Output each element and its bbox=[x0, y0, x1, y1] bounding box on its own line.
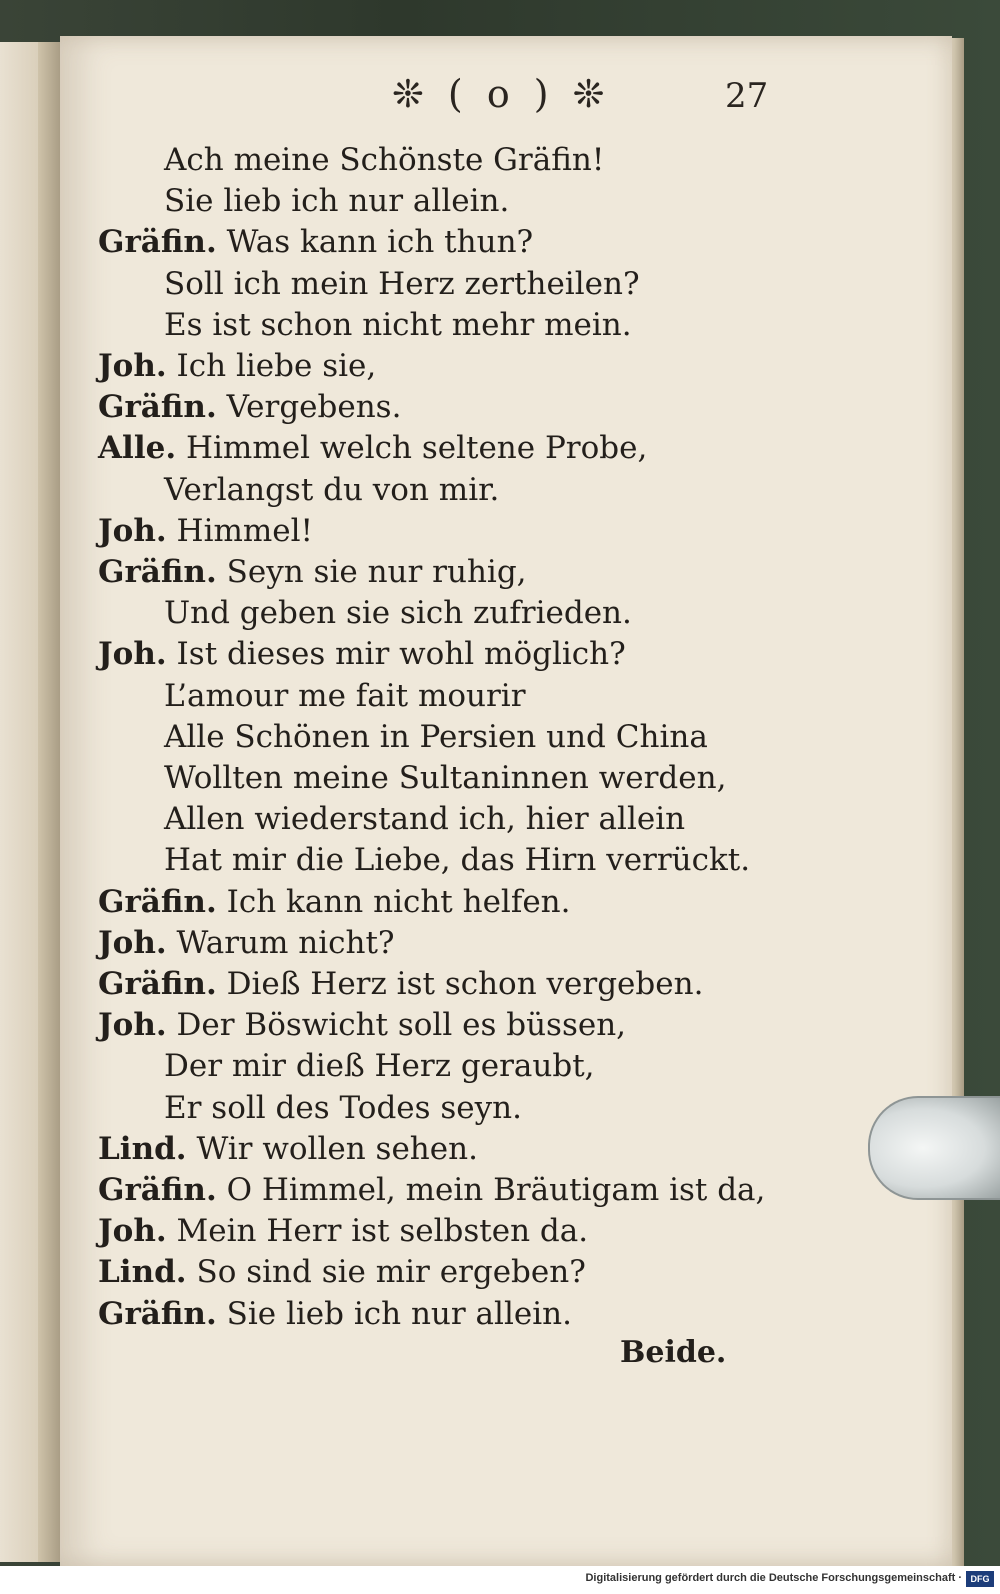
dialogue-line: Er soll des Todes seyn. bbox=[164, 1089, 522, 1126]
dialogue-line: O Himmel, mein Bräutigam ist da, bbox=[226, 1172, 766, 1208]
dialogue-line: Der Böswicht soll es büssen, bbox=[176, 1007, 627, 1044]
dialogue-line: Ach meine Schönste Gräfin! bbox=[164, 142, 605, 178]
speaker-name: Gräfin. bbox=[98, 224, 217, 261]
dialogue-line: Soll ich mein Herz zertheilen? bbox=[164, 265, 640, 302]
dialogue-line: Der mir dieß Herz geraubt, bbox=[164, 1048, 595, 1085]
text-line bbox=[98, 387, 401, 427]
text-line bbox=[98, 1129, 478, 1169]
text-line bbox=[164, 840, 750, 880]
dialogue-line: Ich kann nicht helfen. bbox=[226, 883, 571, 920]
dialogue-line: Seyn sie nur ruhig, bbox=[226, 554, 527, 590]
speaker-name: Gräfin. bbox=[98, 966, 217, 1002]
dialogue-line: Himmel! bbox=[176, 512, 314, 549]
dialogue-line: L’amour me fait mourir bbox=[164, 677, 526, 714]
dialogue-line: Dieß Herz ist schon vergeben. bbox=[226, 966, 704, 1002]
text-line bbox=[98, 346, 376, 386]
page-number: 27 bbox=[725, 76, 769, 116]
dialogue-line: Alle Schönen in Persien und China bbox=[164, 718, 708, 755]
speaker-name: Gräfin. bbox=[98, 389, 217, 426]
text-line bbox=[98, 428, 647, 468]
dialogue-line: Himmel welch seltene Probe, bbox=[185, 430, 648, 467]
catchword: Beide. bbox=[620, 1335, 727, 1370]
text-line bbox=[98, 964, 703, 1004]
text-line bbox=[98, 511, 313, 551]
dialogue-line: So sind sie mir ergeben? bbox=[196, 1254, 586, 1291]
text-line bbox=[98, 222, 533, 262]
text-line bbox=[98, 1252, 586, 1292]
dialogue-line: Warum nicht? bbox=[176, 924, 395, 961]
header-ornament: ❊ ( o ) ❊ bbox=[392, 72, 611, 116]
dialogue-line: Was kann ich thun? bbox=[226, 224, 534, 261]
text-line bbox=[98, 552, 527, 592]
text-line bbox=[98, 1005, 626, 1045]
speaker-name: Joh. bbox=[98, 348, 167, 384]
speaker-name: Lind. bbox=[98, 1254, 187, 1291]
dialogue-line: Ist dieses mir wohl möglich? bbox=[176, 636, 626, 673]
text-line bbox=[164, 676, 526, 716]
text-line bbox=[164, 264, 640, 304]
speaker-name: Joh. bbox=[98, 924, 167, 961]
text-line bbox=[164, 717, 708, 757]
speaker-name: Gräfin. bbox=[98, 554, 217, 590]
dialogue-line: Es ist schon nicht mehr mein. bbox=[164, 306, 632, 343]
text-line bbox=[98, 882, 571, 922]
dialogue-line: Wir wollen sehen. bbox=[196, 1130, 478, 1167]
text-line bbox=[98, 1170, 765, 1210]
footer-credit: Digitalisierung gefördert durch die Deutsche Forschungsgemeinschaft · bbox=[585, 1572, 962, 1584]
speaker-name: Gräfin. bbox=[98, 1172, 217, 1208]
text-line bbox=[164, 140, 604, 180]
dialogue-line: Hat mir die Liebe, das Hirn verrückt. bbox=[164, 842, 751, 879]
speaker-name: Joh. bbox=[98, 1213, 167, 1250]
text-line bbox=[164, 1046, 595, 1086]
page-clip bbox=[868, 1096, 1000, 1200]
dialogue-line: Und geben sie sich zufrieden. bbox=[164, 595, 632, 632]
running-header bbox=[60, 72, 952, 132]
text-line bbox=[164, 799, 685, 839]
text-line bbox=[98, 1211, 588, 1251]
dfg-logo: DFG bbox=[966, 1571, 994, 1587]
text-line bbox=[98, 634, 626, 674]
dialogue-line: Sie lieb ich nur allein. bbox=[164, 183, 510, 220]
dialogue-line: Wollten meine Sultaninnen werden, bbox=[164, 760, 727, 796]
dialogue-line: Sie lieb ich nur allein. bbox=[226, 1295, 572, 1332]
digitization-footer bbox=[0, 1566, 1000, 1594]
text-line bbox=[164, 470, 499, 510]
text-line bbox=[164, 593, 632, 633]
dialogue-line: Allen wiederstand ich, hier allein bbox=[164, 801, 686, 838]
speaker-name: Lind. bbox=[98, 1130, 187, 1167]
speaker-name: Gräfin. bbox=[98, 1295, 217, 1332]
text-line bbox=[164, 305, 632, 345]
dialogue-line: Vergebens. bbox=[226, 389, 402, 426]
speaker-name: Joh. bbox=[98, 1007, 167, 1044]
speaker-name: Gräfin. bbox=[98, 883, 217, 920]
dialogue-line: Ich liebe sie, bbox=[176, 348, 377, 384]
text-line bbox=[98, 923, 395, 963]
text-line bbox=[164, 181, 509, 221]
text-line bbox=[98, 1294, 572, 1334]
text-line bbox=[164, 1088, 522, 1128]
dialogue-line: Verlangst du von mir. bbox=[164, 471, 500, 508]
text-line bbox=[164, 758, 726, 798]
speaker-name: Joh. bbox=[98, 512, 167, 549]
speaker-name: Joh. bbox=[98, 636, 167, 673]
dialogue-line: Mein Herr ist selbsten da. bbox=[176, 1213, 589, 1250]
speaker-name: Alle. bbox=[98, 430, 177, 467]
book-gutter bbox=[38, 42, 62, 1562]
